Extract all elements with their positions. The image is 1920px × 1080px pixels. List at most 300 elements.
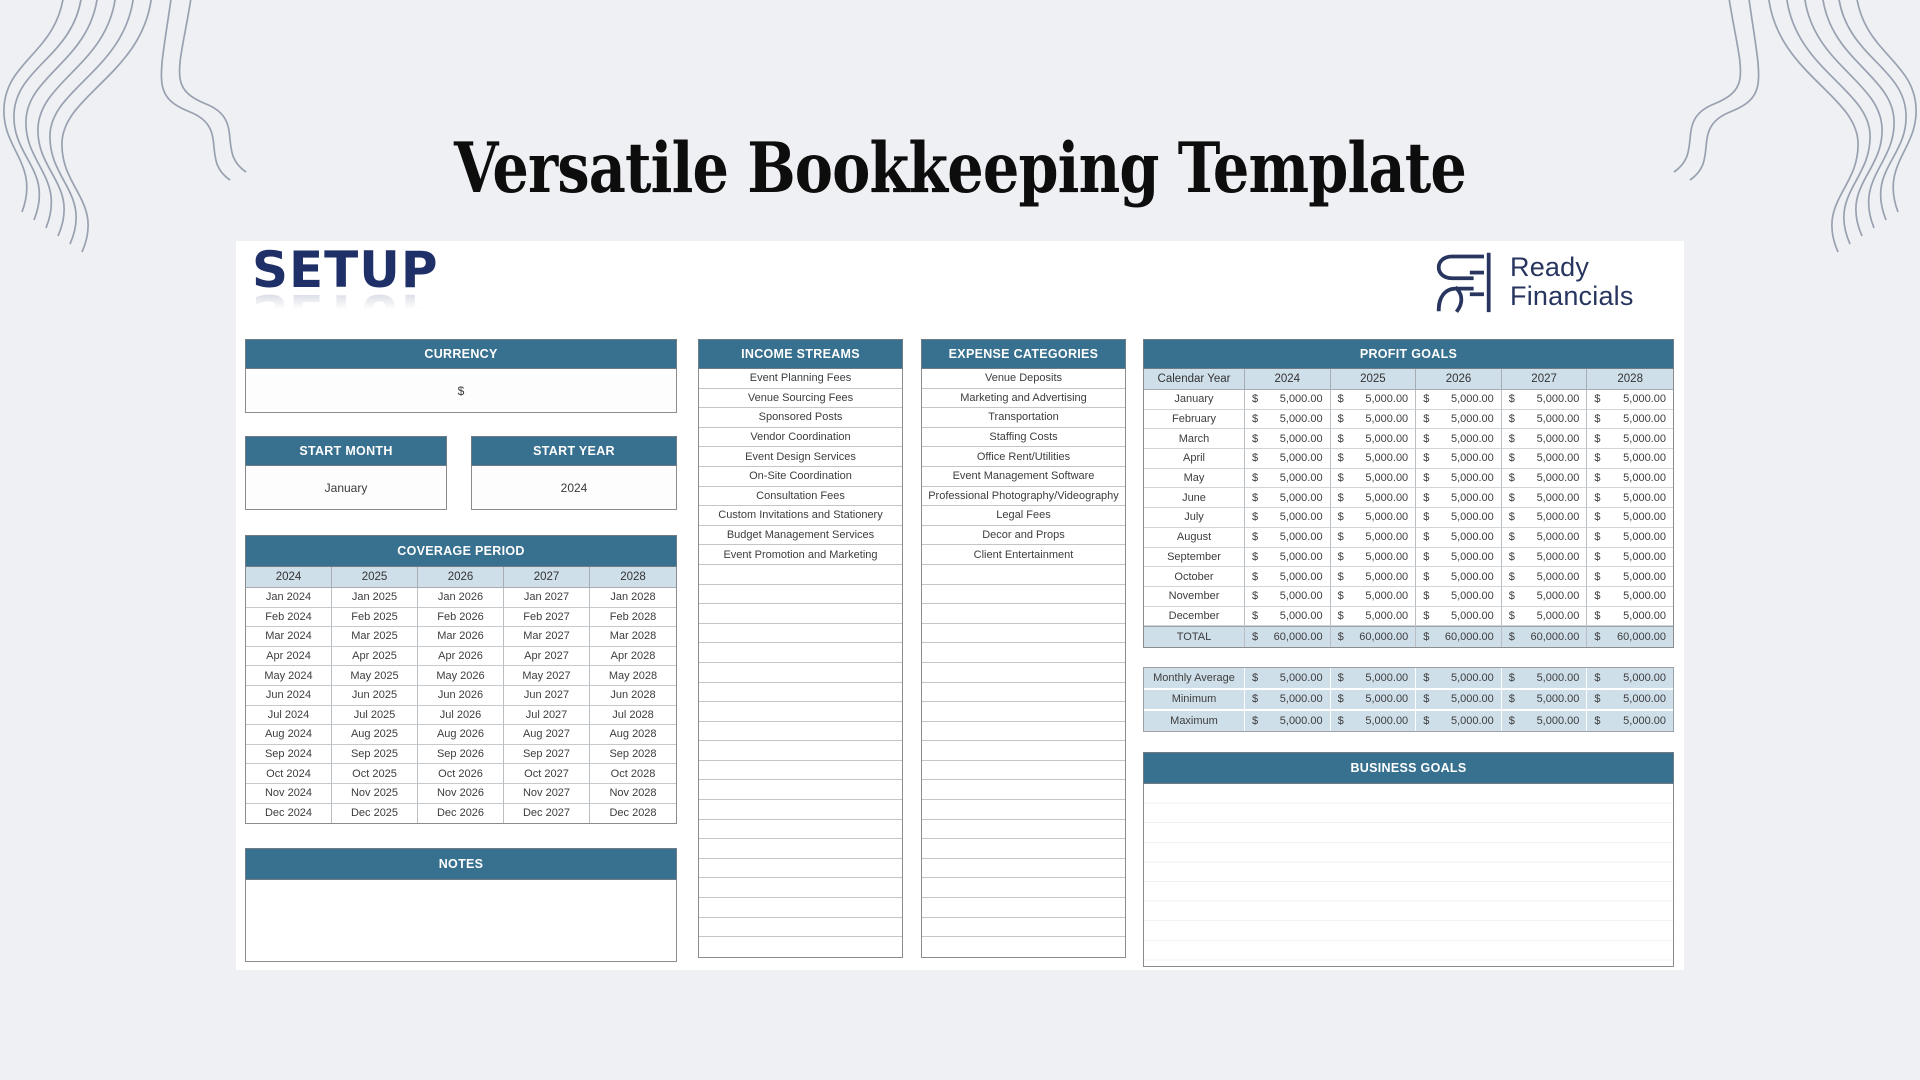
coverage-cell[interactable]: Dec 2028 [609,807,657,820]
coverage-cell[interactable]: Mar 2025 [332,627,418,647]
coverage-cell[interactable]: Feb 2026 [418,608,504,628]
profit-goal-cell[interactable] [1416,469,1502,489]
business-goals-input-area[interactable] [1143,784,1674,967]
amount-value: 5,000.00 [1536,550,1580,563]
total-amount-cell[interactable] [1416,626,1502,647]
profit-goal-cell[interactable] [1245,469,1331,489]
coverage-cell[interactable]: Dec 2027 [504,804,590,824]
empty-row[interactable] [922,820,1125,840]
expense-category-item[interactable]: Client Entertainment [922,545,1125,565]
coverage-cell[interactable]: May 2024 [246,666,332,686]
amount-value: 60,000.00 [1273,631,1323,643]
empty-row[interactable] [922,702,1125,722]
profit-goal-cell[interactable] [1502,567,1588,587]
empty-row[interactable] [922,585,1125,605]
amount-value: 5,000.00 [1279,413,1323,426]
month-label-cell[interactable]: June [1144,488,1245,508]
coverage-cell[interactable]: Apr 2025 [332,647,418,667]
coverage-cell[interactable]: Aug 2025 [332,725,418,745]
coverage-year-header-cell: 2025 [332,567,418,588]
coverage-cell[interactable]: Jun 2026 [418,686,504,706]
empty-row[interactable] [699,741,902,761]
month-label-cell[interactable]: March [1144,429,1245,449]
amount-value: 5,000.00 [1279,531,1323,544]
profit-goal-cell[interactable] [1331,429,1417,449]
stat-amount-cell[interactable] [1587,690,1673,710]
coverage-cell[interactable]: May 2028 [590,666,676,686]
profit-goal-cell[interactable] [1331,410,1417,430]
profit-goal-cell[interactable] [1245,607,1331,627]
month-label-cell[interactable]: January [1144,390,1245,410]
stat-amount-cell[interactable] [1502,668,1588,688]
stat-amount-cell[interactable] [1416,711,1502,731]
empty-row[interactable] [699,839,902,859]
expense-category-item[interactable]: Marketing and Advertising [922,389,1125,409]
profit-goals-stat-row [1144,668,1673,688]
profit-goal-cell[interactable] [1587,567,1673,587]
amount-value: 5,000.00 [1536,590,1580,603]
profit-goal-cell[interactable] [1502,488,1588,508]
empty-row[interactable] [699,761,902,781]
currency-symbol: $ [1594,714,1601,727]
empty-row[interactable] [922,741,1125,761]
empty-row[interactable] [922,565,1125,585]
currency-symbol: $ [1423,671,1430,684]
total-amount-cell[interactable] [1587,626,1673,647]
empty-row[interactable] [699,878,902,898]
currency-symbol: $ [1252,511,1259,524]
empty-row[interactable] [922,624,1125,644]
coverage-cell[interactable]: Mar 2024 [246,627,332,647]
month-label-cell[interactable]: February [1144,410,1245,430]
stat-amount-cell[interactable] [1245,690,1331,710]
profit-goal-cell[interactable] [1502,587,1588,607]
profit-goal-cell[interactable] [1331,548,1417,568]
stat-amount-cell[interactable] [1502,711,1588,731]
profit-goal-cell[interactable] [1245,410,1331,430]
currency-symbol: $ [1423,531,1430,544]
amount-value: 5,000.00 [1623,413,1666,426]
empty-row[interactable] [922,878,1125,898]
stat-amount-cell[interactable] [1331,711,1417,731]
empty-row[interactable] [699,859,902,879]
income-stream-item[interactable]: Consultation Fees [699,487,902,507]
currency-symbol: $ [1594,590,1601,603]
expense-category-item[interactable]: Event Management Software [922,467,1125,487]
month-label-cell[interactable]: October [1144,567,1245,587]
amount-value: 5,000.00 [1536,714,1580,727]
amount-value: 5,000.00 [1279,550,1323,563]
empty-row[interactable] [699,683,902,703]
coverage-cell[interactable]: Oct 2027 [504,764,590,784]
coverage-cell[interactable]: Apr 2028 [590,647,676,667]
amount-value: 5,000.00 [1450,609,1494,622]
profit-goal-cell[interactable] [1587,469,1673,489]
income-stream-item[interactable]: Event Planning Fees [699,369,902,389]
profit-goal-cell[interactable] [1245,587,1331,607]
profit-goal-cell[interactable] [1245,449,1331,469]
empty-row[interactable] [699,820,902,840]
month-label-cell[interactable]: August [1144,528,1245,548]
amount-value: 5,000.00 [1279,491,1323,504]
empty-row[interactable] [922,918,1125,938]
empty-row[interactable] [922,722,1125,742]
empty-row[interactable] [922,859,1125,879]
profit-goal-cell[interactable] [1502,607,1588,627]
coverage-cell[interactable]: Jun 2028 [590,686,676,706]
coverage-cell[interactable]: Mar 2026 [418,627,504,647]
coverage-row [246,706,676,726]
amount-value: 5,000.00 [1365,511,1409,524]
coverage-cell[interactable]: Sep 2024 [246,745,332,765]
empty-row[interactable] [922,839,1125,859]
income-stream-item[interactable]: Venue Sourcing Fees [699,389,902,409]
coverage-row [246,725,676,745]
coverage-cell[interactable]: Jul 2026 [418,706,504,726]
currency-symbol: $ [1252,472,1259,485]
coverage-cell[interactable]: Oct 2024 [246,764,332,784]
total-amount-cell[interactable] [1502,626,1588,647]
coverage-cell[interactable]: Nov 2026 [418,784,504,804]
stat-amount-cell[interactable] [1502,690,1588,710]
currency-symbol: $ [1508,511,1515,524]
business-goals-header: BUSINESS GOALS [1143,752,1674,784]
coverage-cell[interactable]: Aug 2026 [418,725,504,745]
empty-row[interactable] [699,918,902,938]
empty-row[interactable] [699,800,902,820]
coverage-row [246,588,676,608]
coverage-year-row [246,567,676,588]
amount-value: 5,000.00 [1536,511,1580,524]
coverage-cell[interactable]: Aug 2027 [504,725,590,745]
profit-goal-cell[interactable] [1587,528,1673,548]
amount-value: 5,000.00 [1536,491,1580,504]
amount-value: 5,000.00 [1365,393,1409,406]
month-label-cell[interactable]: September [1144,548,1245,568]
profit-goal-cell[interactable] [1331,390,1417,410]
profit-goals-year-row [1144,369,1673,390]
amount-value: 5,000.00 [1450,550,1494,563]
coverage-cell[interactable]: Sep 2026 [418,745,504,765]
profit-goal-cell[interactable] [1245,508,1331,528]
coverage-cell[interactable]: Mar 2027 [504,627,590,647]
currency-symbol: $ [1594,432,1601,445]
empty-row[interactable] [699,702,902,722]
profit-goal-cell[interactable] [1331,587,1417,607]
empty-row[interactable] [922,937,1125,957]
coverage-cell[interactable]: Nov 2028 [590,784,676,804]
amount-value: 5,000.00 [1623,590,1666,603]
empty-row[interactable] [699,585,902,605]
coverage-cell[interactable]: Jan 2025 [332,588,418,608]
coverage-cell[interactable]: Feb 2025 [332,608,418,628]
currency-symbol: $ [1423,714,1430,727]
amount-value: 5,000.00 [1279,590,1323,603]
profit-goal-cell[interactable] [1502,508,1588,528]
stat-amount-cell[interactable] [1245,668,1331,688]
currency-symbol: $ [1508,393,1515,406]
empty-row[interactable] [922,643,1125,663]
coverage-cell[interactable]: Oct 2028 [590,764,676,784]
coverage-cell[interactable]: Mar 2028 [590,627,676,647]
stat-amount-cell[interactable] [1587,668,1673,688]
empty-row[interactable] [699,565,902,585]
empty-row[interactable] [699,624,902,644]
coverage-cell[interactable]: Jan 2027 [504,588,590,608]
currency-symbol: $ [1337,550,1344,563]
amount-value: 5,000.00 [1623,432,1666,445]
currency-symbol: $ [1423,590,1430,603]
profit-goal-cell[interactable] [1416,528,1502,548]
profit-goals-year-header-cell: 2027 [1502,369,1588,390]
brand-name [1510,253,1634,311]
coverage-cell[interactable]: Nov 2025 [332,784,418,804]
coverage-row [246,627,676,647]
coverage-row [246,666,676,686]
coverage-cell[interactable]: Apr 2026 [418,647,504,667]
profit-goal-cell[interactable] [1331,528,1417,548]
ready-financials-monogram-icon [1434,251,1500,313]
currency-symbol: $ [1337,413,1344,426]
empty-row[interactable] [922,800,1125,820]
total-amount-cell[interactable] [1331,626,1417,647]
amount-value: 5,000.00 [1365,491,1409,504]
coverage-cell[interactable]: Jun 2025 [332,686,418,706]
empty-row[interactable] [699,780,902,800]
currency-symbol: $ [1508,590,1515,603]
profit-goal-cell[interactable] [1416,587,1502,607]
currency-value-cell[interactable]: $ [245,369,677,413]
empty-row[interactable] [922,780,1125,800]
amount-value: 5,000.00 [1536,452,1580,465]
income-stream-item[interactable]: Budget Management Services [699,526,902,546]
amount-value: 5,000.00 [1450,472,1494,485]
coverage-cell[interactable]: May 2026 [418,666,504,686]
income-stream-item[interactable]: Sponsored Posts [699,408,902,428]
coverage-cell[interactable]: Jan 2028 [590,588,676,608]
notes-input-area[interactable] [245,880,677,962]
amount-value: 5,000.00 [1623,511,1666,524]
coverage-cell[interactable]: Jul 2024 [246,706,332,726]
amount-value: 5,000.00 [1450,491,1494,504]
coverage-cell[interactable]: Sep 2028 [590,745,676,765]
coverage-cell[interactable]: Jan 2024 [246,588,332,608]
profit-goal-cell[interactable] [1245,429,1331,449]
empty-row[interactable] [699,722,902,742]
expense-category-item[interactable]: Staffing Costs [922,428,1125,448]
expense-category-item[interactable]: Legal Fees [922,506,1125,526]
empty-row[interactable] [922,663,1125,683]
profit-goal-cell[interactable] [1502,469,1588,489]
coverage-row [246,764,676,784]
stat-amount-cell[interactable] [1331,690,1417,710]
income-stream-item[interactable]: Custom Invitations and Stationery [699,506,902,526]
profit-goal-cell[interactable] [1245,390,1331,410]
expense-category-item[interactable]: Transportation [922,408,1125,428]
amount-value: 5,000.00 [1279,511,1323,524]
coverage-cell[interactable]: Jun 2027 [504,686,590,706]
amount-value: 5,000.00 [1365,472,1409,485]
profit-goal-cell[interactable] [1587,410,1673,430]
amount-value: 5,000.00 [1623,550,1666,563]
amount-value: 5,000.00 [1450,511,1494,524]
coverage-cell[interactable]: Feb 2024 [246,608,332,628]
empty-row[interactable] [699,937,902,957]
profit-goal-cell[interactable] [1502,410,1588,430]
coverage-cell[interactable]: Jun 2024 [246,686,332,706]
month-label-cell[interactable]: May [1144,469,1245,489]
currency-symbol: $ [1423,452,1430,465]
profit-goals-table [1143,369,1674,648]
amount-value: 5,000.00 [1450,671,1494,684]
total-label-cell: TOTAL [1144,626,1245,647]
profit-goal-cell[interactable] [1331,567,1417,587]
income-stream-item[interactable]: On-Site Coordination [699,467,902,487]
stat-amount-cell[interactable] [1331,668,1417,688]
coverage-cell[interactable]: Oct 2025 [332,764,418,784]
profit-goal-cell[interactable] [1416,508,1502,528]
coverage-year-header-cell: 2028 [590,567,676,588]
empty-row[interactable] [922,898,1125,918]
empty-row[interactable] [699,604,902,624]
coverage-cell[interactable]: May 2025 [332,666,418,686]
stat-amount-cell[interactable] [1587,711,1673,731]
profit-goal-cell[interactable] [1416,607,1502,627]
month-label-cell[interactable]: December [1144,607,1245,627]
profit-goal-cell[interactable] [1587,587,1673,607]
empty-row[interactable] [699,643,902,663]
profit-goal-cell[interactable] [1331,469,1417,489]
coverage-cell[interactable]: Jul 2025 [332,706,418,726]
profit-goal-cell[interactable] [1502,528,1588,548]
amount-value: 5,000.00 [1450,531,1494,544]
expense-category-item[interactable]: Decor and Props [922,526,1125,546]
coverage-cell[interactable]: Apr 2024 [246,647,332,667]
currency-symbol: $ [1594,531,1601,544]
currency-symbol: $ [1594,671,1601,684]
stat-amount-cell[interactable] [1245,711,1331,731]
profit-goal-cell[interactable] [1245,548,1331,568]
amount-value: 5,000.00 [1365,590,1409,603]
empty-row[interactable] [922,604,1125,624]
amount-value: 5,000.00 [1450,570,1494,583]
profit-goal-cell[interactable] [1502,449,1588,469]
profit-goal-cell[interactable] [1245,567,1331,587]
currency-symbol: $ [1508,714,1515,727]
coverage-cell[interactable]: Sep 2027 [504,745,590,765]
income-stream-item[interactable]: Event Design Services [699,447,902,467]
coverage-cell[interactable]: Dec 2025 [332,804,418,824]
profit-goal-cell[interactable] [1502,390,1588,410]
empty-row[interactable] [922,761,1125,781]
profit-goal-cell[interactable] [1416,429,1502,449]
profit-goal-cell[interactable] [1502,429,1588,449]
coverage-cell[interactable]: Apr 2027 [504,647,590,667]
coverage-period-table [245,567,677,824]
total-amount-cell[interactable] [1245,626,1331,647]
profit-goal-cell[interactable] [1587,488,1673,508]
expense-category-item[interactable]: Venue Deposits [922,369,1125,389]
coverage-cell[interactable]: Feb 2028 [590,608,676,628]
profit-goal-cell[interactable] [1416,449,1502,469]
income-stream-item[interactable]: Vendor Coordination [699,428,902,448]
month-label-cell[interactable]: November [1144,587,1245,607]
currency-symbol: $ [1423,631,1430,643]
currency-symbol: $ [1252,590,1259,603]
start-month-value-cell[interactable]: January [245,466,447,510]
profit-goal-cell[interactable] [1416,567,1502,587]
profit-goal-cell[interactable] [1331,488,1417,508]
coverage-cell[interactable]: Nov 2027 [504,784,590,804]
coverage-cell[interactable]: Aug 2028 [590,725,676,745]
profit-goal-cell[interactable] [1587,449,1673,469]
profit-goal-cell[interactable] [1587,508,1673,528]
month-label-cell[interactable]: April [1144,449,1245,469]
profit-goal-cell[interactable] [1587,390,1673,410]
coverage-cell[interactable]: Oct 2026 [418,764,504,784]
amount-value: 5,000.00 [1536,671,1580,684]
profit-goal-cell[interactable] [1245,528,1331,548]
profit-goals-year-header-cell: 2028 [1587,369,1673,390]
profit-goal-cell[interactable] [1502,548,1588,568]
empty-row[interactable] [699,663,902,683]
stat-amount-cell[interactable] [1416,690,1502,710]
profit-goal-cell[interactable] [1416,548,1502,568]
empty-row[interactable] [922,683,1125,703]
profit-goal-cell[interactable] [1587,607,1673,627]
coverage-cell[interactable]: Jul 2027 [504,706,590,726]
coverage-cell[interactable]: Dec 2024 [246,804,332,824]
stat-amount-cell[interactable] [1416,668,1502,688]
currency-symbol: $ [1508,413,1515,426]
profit-goal-cell[interactable] [1587,548,1673,568]
profit-goal-cell[interactable] [1587,429,1673,449]
coverage-cell[interactable]: Feb 2027 [504,608,590,628]
profit-goal-cell[interactable] [1416,390,1502,410]
profit-goal-cell[interactable] [1245,488,1331,508]
profit-goal-cell[interactable] [1331,449,1417,469]
currency-symbol: $ [1594,393,1601,406]
coverage-cell[interactable]: Jan 2026 [418,588,504,608]
currency-symbol: $ [1252,693,1259,706]
start-year-header: START YEAR [471,436,677,466]
currency-symbol: $ [1508,609,1515,622]
coverage-cell[interactable]: Aug 2024 [246,725,332,745]
profit-goals-total-row [1144,626,1673,647]
profit-goals-header: PROFIT GOALS [1143,339,1674,369]
amount-value: 5,000.00 [1623,452,1666,465]
coverage-cell[interactable]: May 2027 [504,666,590,686]
amount-value: 5,000.00 [1450,393,1494,406]
profit-goal-cell[interactable] [1416,488,1502,508]
amount-value: 5,000.00 [1365,609,1409,622]
coverage-cell[interactable]: Nov 2024 [246,784,332,804]
coverage-cell[interactable]: Dec 2026 [418,804,504,824]
expense-category-item[interactable]: Professional Photography/Videography [922,487,1125,507]
empty-row[interactable] [699,898,902,918]
expense-category-item[interactable]: Office Rent/Utilities [922,447,1125,467]
month-label-cell[interactable]: July [1144,508,1245,528]
profit-goal-cell[interactable] [1331,607,1417,627]
income-stream-item[interactable]: Event Promotion and Marketing [699,545,902,565]
profit-goal-cell[interactable] [1416,410,1502,430]
coverage-cell[interactable]: Sep 2025 [332,745,418,765]
coverage-cell[interactable]: Jul 2028 [590,706,676,726]
start-year-value-cell[interactable]: 2024 [471,466,677,510]
currency-symbol: $ [1594,511,1601,524]
profit-goal-cell[interactable] [1331,508,1417,528]
profit-goals-stat-row [1144,711,1673,731]
